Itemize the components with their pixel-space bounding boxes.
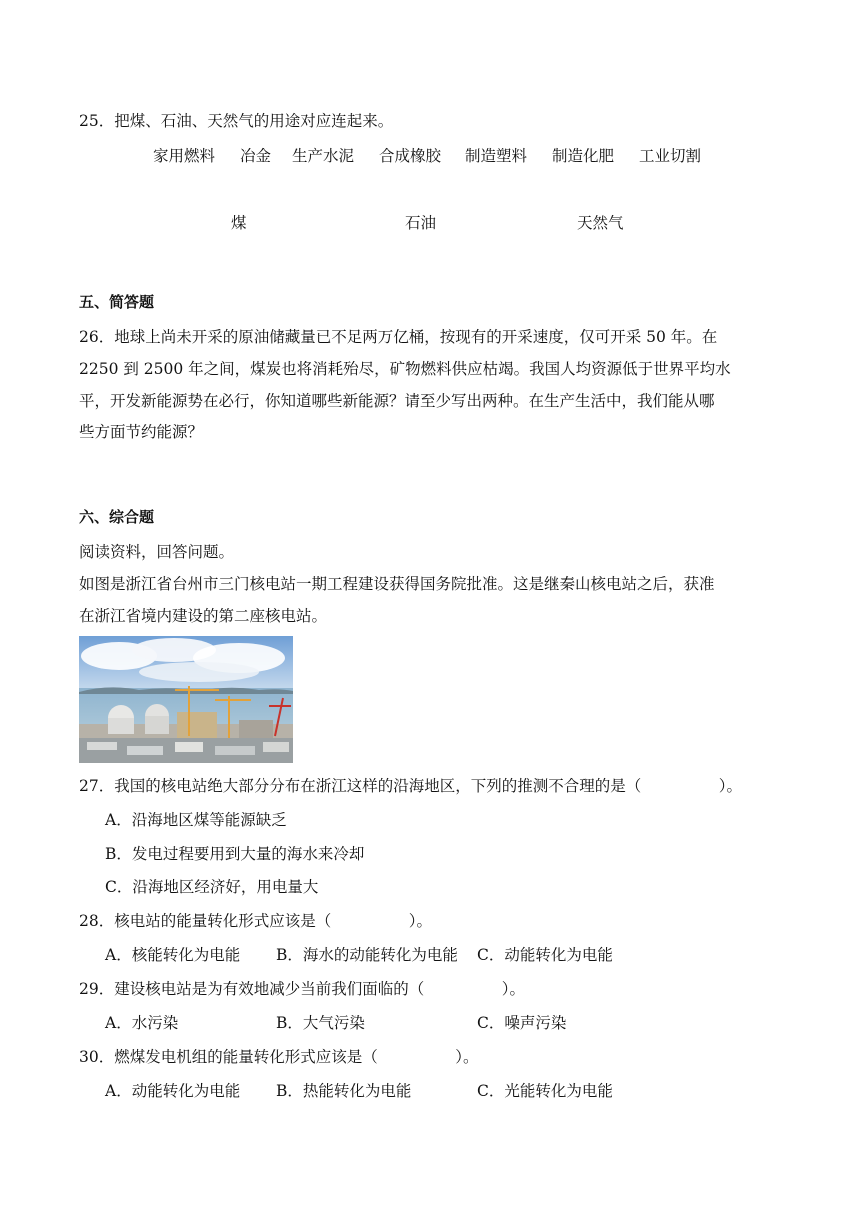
fuel-item: 天然气 bbox=[577, 214, 624, 232]
question-27-option-a: A．沿海地区煤等能源缺乏 bbox=[105, 811, 287, 829]
use-item: 制造塑料 bbox=[465, 147, 528, 165]
question-27-option-b: B．发电过程要用到大量的海水来冷却 bbox=[105, 845, 365, 863]
question-26-line: 2250 到 2500 年之间，煤炭也将消耗殆尽，矿物燃料供应枯竭。我国人均资源低于世界平均水 bbox=[79, 360, 731, 378]
fuel-item: 煤 bbox=[231, 214, 247, 232]
use-item: 工业切割 bbox=[639, 147, 702, 165]
question-28-option-a: A．核能转化为电能 bbox=[105, 946, 241, 964]
section-6-title: 六、综合题 bbox=[79, 508, 155, 526]
use-item: 冶金 bbox=[240, 147, 272, 165]
question-28-stem: 28．核电站的能量转化形式应该是（ ）。 bbox=[79, 912, 432, 930]
section-5-title: 五、简答题 bbox=[79, 293, 155, 311]
question-30-option-b: B．热能转化为电能 bbox=[276, 1082, 412, 1100]
reading-line: 如图是浙江省台州市三门核电站一期工程建设获得国务院批准。这是继秦山核电站之后，获准 bbox=[79, 575, 715, 593]
question-28-option-c: C．动能转化为电能 bbox=[477, 946, 613, 964]
question-27-option-c: C．沿海地区经济好，用电量大 bbox=[105, 878, 319, 896]
question-30-stem: 30．燃煤发电机组的能量转化形式应该是（ ）。 bbox=[79, 1048, 479, 1066]
use-item: 家用燃料 bbox=[153, 147, 216, 165]
question-26-line: 些方面节约能源？ bbox=[79, 423, 204, 441]
question-25-stem: 25．把煤、石油、天然气的用途对应连起来。 bbox=[79, 112, 394, 130]
question-30-option-c: C．光能转化为电能 bbox=[477, 1082, 613, 1100]
nuclear-power-plant-photo bbox=[79, 636, 293, 763]
question-29-option-b: B．大气污染 bbox=[276, 1014, 365, 1032]
question-27-stem: 27．我国的核电站绝大部分分布在浙江这样的沿海地区，下列的推测不合理的是（ ）。 bbox=[79, 777, 742, 795]
fuel-item: 石油 bbox=[405, 214, 437, 232]
question-29-option-a: A．水污染 bbox=[105, 1014, 179, 1032]
question-26-line: 26．地球上尚未开采的原油储藏量已不足两万亿桶，按现有的开采速度，仅可开采 50 年。在 bbox=[79, 328, 718, 346]
question-29-stem: 29．建设核电站是为有效地减少当前我们面临的（ ）。 bbox=[79, 980, 525, 998]
question-29-option-c: C．噪声污染 bbox=[477, 1014, 567, 1032]
reading-intro: 阅读资料，回答问题。 bbox=[79, 543, 235, 561]
use-item: 生产水泥 bbox=[292, 147, 355, 165]
question-26-line: 平，开发新能源势在必行，你知道哪些新能源？请至少写出两种。在生产生活中，我们能从哪 bbox=[79, 392, 715, 410]
question-30-option-a: A．动能转化为电能 bbox=[105, 1082, 241, 1100]
use-item: 制造化肥 bbox=[552, 147, 615, 165]
use-item: 合成橡胶 bbox=[379, 147, 442, 165]
reading-line: 在浙江省境内建设的第二座核电站。 bbox=[79, 607, 328, 625]
question-28-option-b: B．海水的动能转化为电能 bbox=[276, 946, 458, 964]
